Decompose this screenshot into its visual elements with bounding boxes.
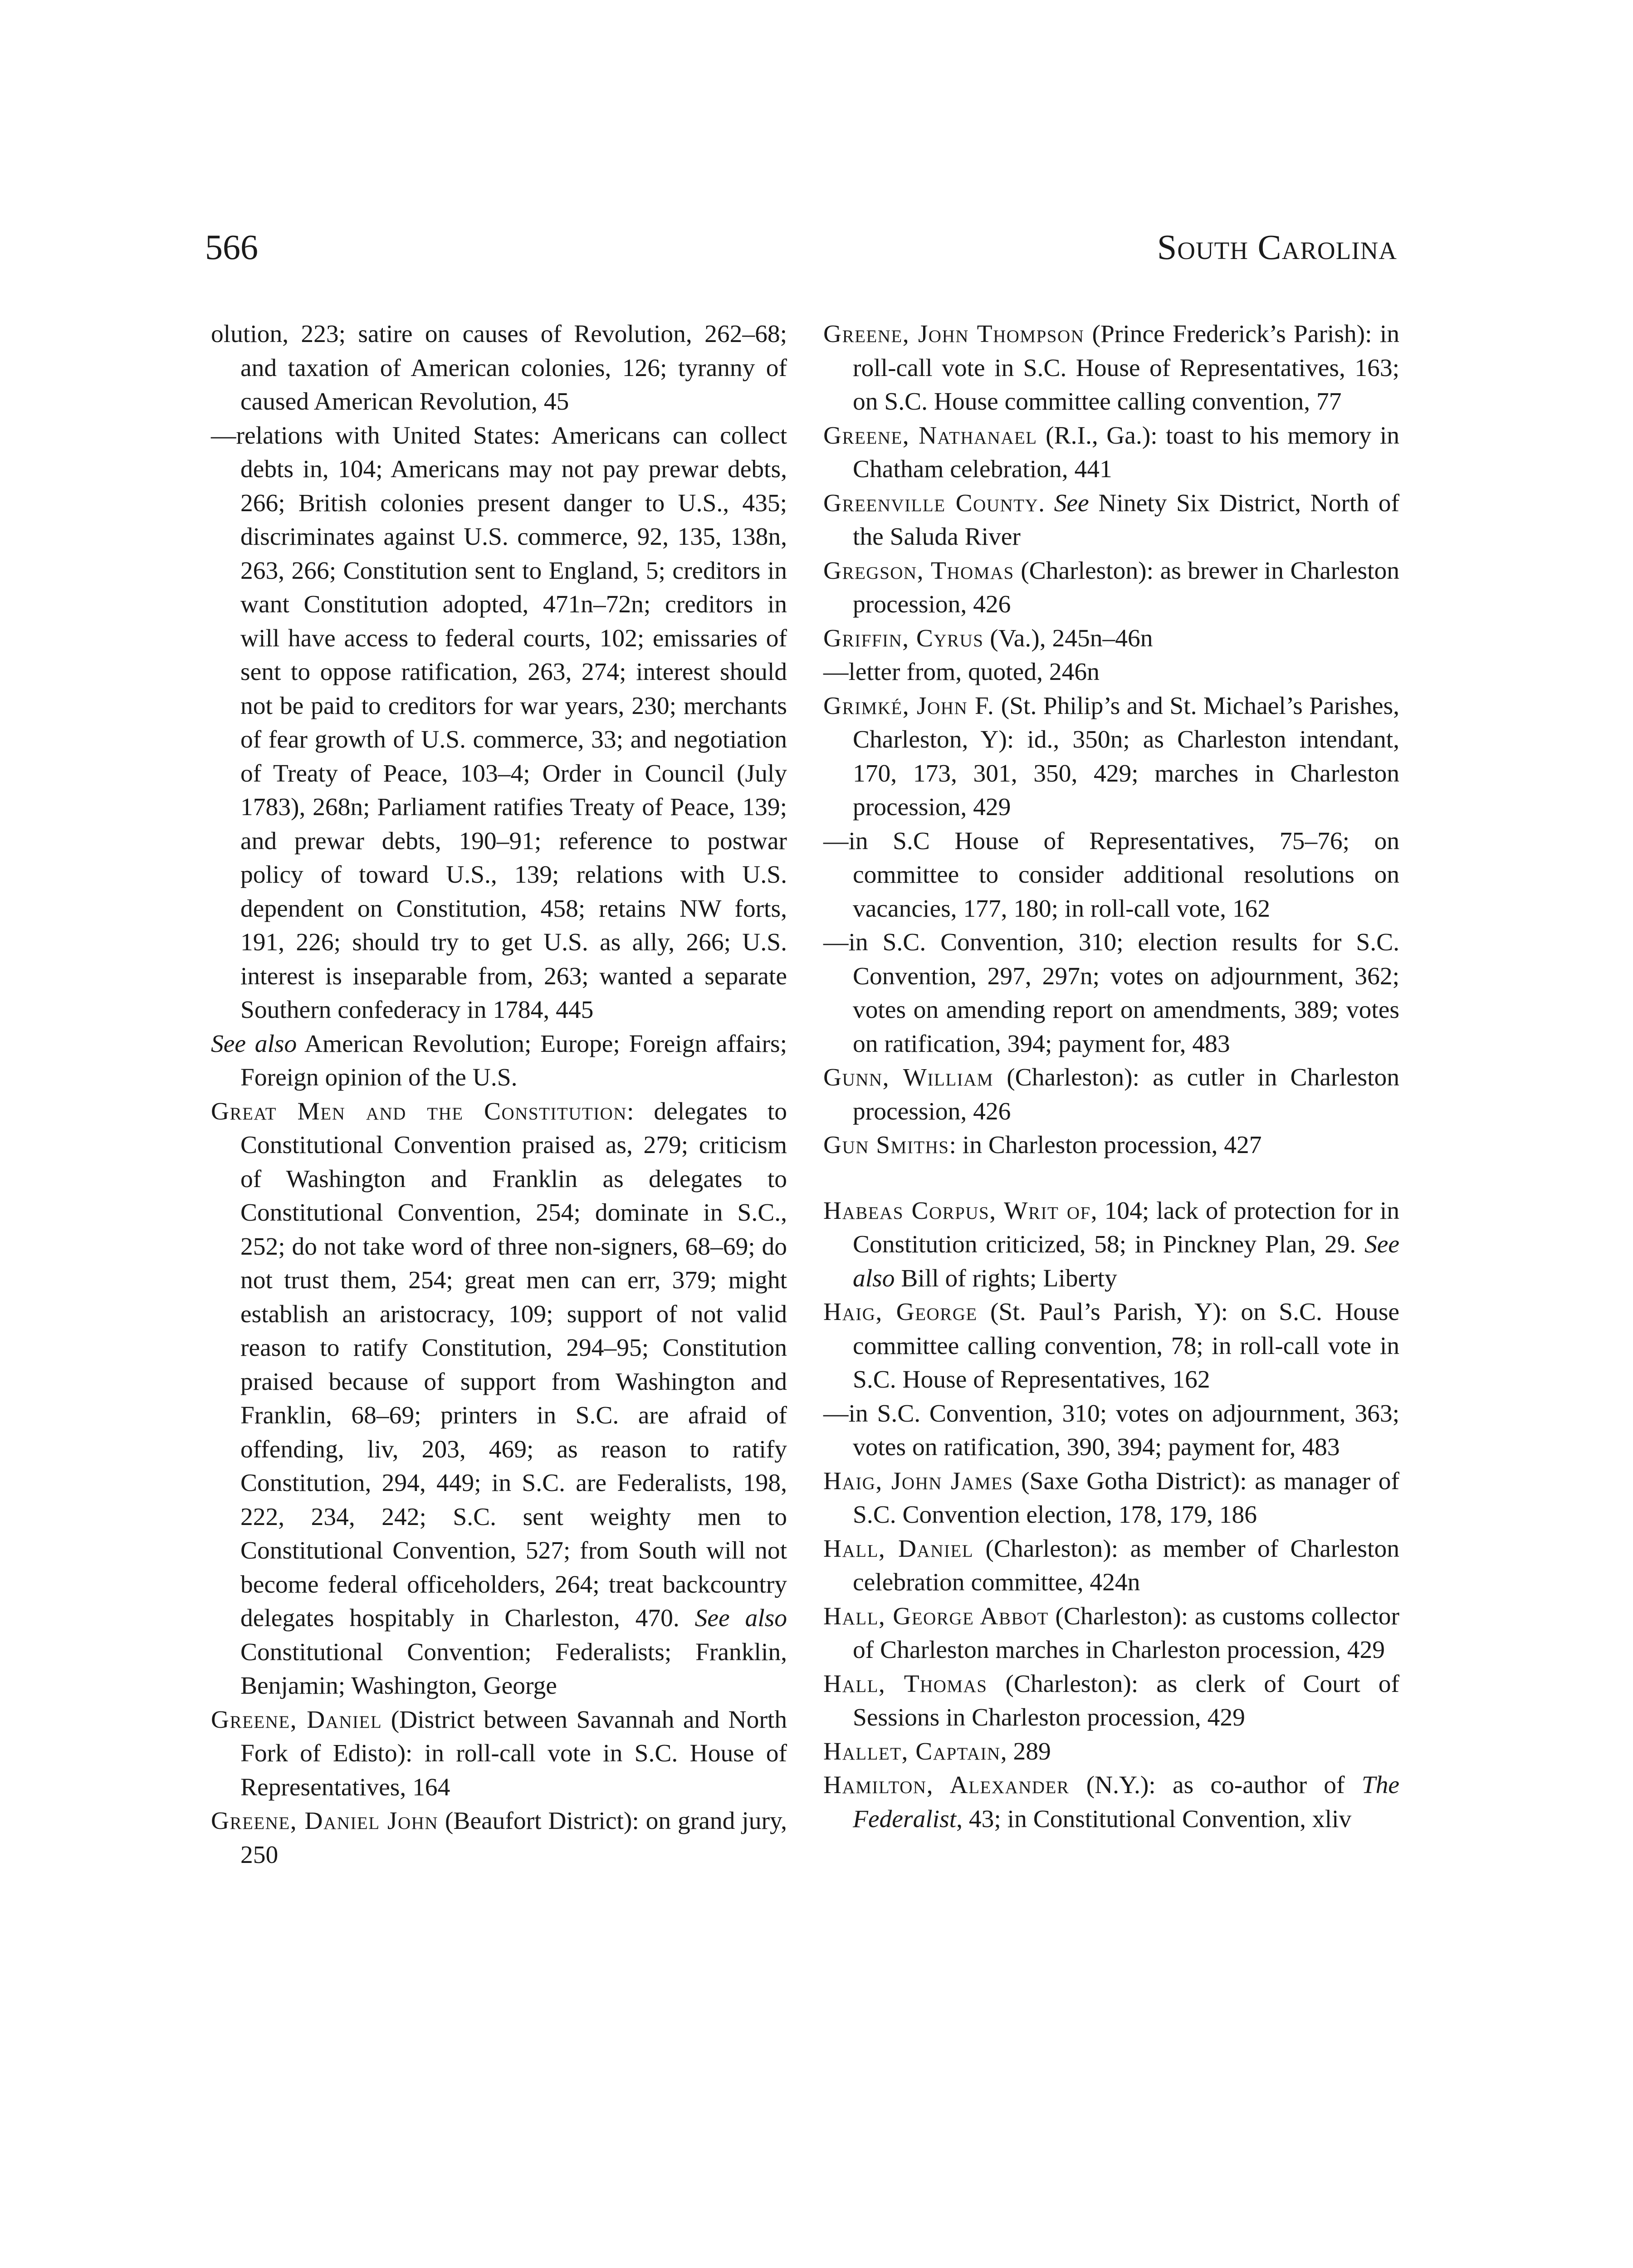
see-text: Ninety Six District, North of the Saluda River [853, 489, 1400, 551]
index-entry [823, 554, 1399, 622]
entry-text: (St. Paul’s Parish, Y): on S.C. House committee calling convention, 78; in roll-call vote in S.C. House of Representatives, 162 [853, 1298, 1400, 1393]
index-entry [823, 689, 1399, 825]
index-entry [823, 318, 1399, 419]
index-entry [823, 1061, 1399, 1129]
entry-heading: Greene, Daniel John [211, 1807, 438, 1835]
index-entry [211, 1703, 787, 1805]
see-label: See [1054, 489, 1089, 517]
index-entry [823, 487, 1399, 554]
index-entry [823, 419, 1399, 487]
entry-text: , 289 [1000, 1737, 1051, 1765]
index-entry [211, 1095, 787, 1703]
entry-text: , 104; lack of protection for in Constitution criticized, 58; in Pinckney Plan, 29. [853, 1197, 1399, 1258]
index-subentry: —letter from, quoted, 246n [823, 658, 1100, 686]
entry-heading: Hall, Daniel [823, 1535, 974, 1563]
index-entry [823, 1735, 1399, 1769]
entry-heading: Haig, George [823, 1298, 978, 1326]
entry-heading: Gun Smiths [823, 1131, 949, 1159]
entry-text: (Charleston): as customs collector of Charleston marches in Charleston procession, 429 [853, 1602, 1399, 1664]
entry-text: (Beaufort District): on grand jury, 250 [240, 1807, 787, 1869]
entry-heading: Gunn, William [823, 1064, 993, 1091]
page-number: 566 [205, 227, 258, 267]
index-subentry: —in S.C House of Representatives, 75–76; on committee to consider additional resolutions on vacancies, 177, 180; in roll-call vote, 162 [823, 827, 1399, 923]
see-also-label: See also [211, 1030, 297, 1058]
index-entry [823, 1129, 1399, 1163]
entry-heading: Greene, Daniel [211, 1706, 382, 1734]
entry-text: (N.Y.): as co-author of [1069, 1771, 1362, 1799]
entry-text: (District between Savannah and North Fork of Edisto): in roll-call vote in S.C. House of Representatives, 164 [240, 1706, 787, 1801]
entry-heading: Greenville County [823, 489, 1039, 517]
index-entry [211, 1804, 787, 1872]
index-entry [823, 622, 1399, 656]
see-also-text: Constitutional Convention; Federalists; Franklin, Benjamin; Washington, George [240, 1638, 787, 1700]
index-column-left [211, 318, 787, 1872]
entry-heading: Hall, George Abbot [823, 1602, 1049, 1630]
index-see-also [211, 1027, 787, 1095]
entry-heading: Hall, Thomas [823, 1670, 988, 1698]
see-also-text: American Revolution; Europe; Foreign affairs; Foreign opinion of the U.S. [240, 1030, 787, 1091]
index-column-right [823, 318, 1399, 1836]
entry-text: (Va.), 245n–46n [983, 624, 1153, 652]
entry-text: (Prince Frederick’s Parish): in roll-call vote in S.C. House of Representatives, 163; on S.C. House committee calling convention, 77 [853, 320, 1399, 415]
see-also-label: See also [694, 1604, 787, 1632]
index-entry [823, 1465, 1399, 1532]
entry-text: . [1038, 489, 1054, 517]
entry-text-continued: , 43; in Constitutional Convention, xliv [956, 1805, 1352, 1833]
entry-text: : in Charleston procession, 427 [949, 1131, 1262, 1159]
entry-heading: Haig, John James [823, 1467, 1013, 1495]
entry-heading: Griffin, Cyrus [823, 624, 984, 652]
index-continuation: olution, 223; satire on causes of Revolution, 262–68; and taxation of American colonies, 126; tyranny of caused American Revolution, 45 [211, 320, 787, 415]
entry-text: : delegates to Constitutional Convention praised as, 279; criticism of Washington and Franklin as delegates to Constitutional Convention, 254; dominate in S.C., 252; do not take word of three non-signers, 68–69; do not trust them, 254; great men can err, 379; might establish an aristocracy, 109; support of not valid reason to ratify Constitution, 294–95; Constitution praised because of support from Washington and Franklin, 68–69; printers in S.C. are afraid of offending, liv, 203, 469; as reason to ratify Constitution, 294, 449; in S.C. are Federalists, 198, 222, 234, 242; S.C. sent weighty men to Constitutional Convention, 527; from South will not become federal officeholders, 264; treat backcountry delegates hospitably in Charleston, 470. [240, 1097, 787, 1632]
entry-text: (Charleston): as cutler in Charleston procession, 426 [853, 1064, 1399, 1125]
entry-heading: Gregson, Thomas [823, 557, 1014, 585]
entry-text: (Charleston): as clerk of Court of Sessions in Charleston procession, 429 [853, 1670, 1399, 1731]
entry-text: (Saxe Gotha District): as manager of S.C. Convention election, 178, 179, 186 [853, 1467, 1399, 1529]
entry-heading: Greene, John Thompson [823, 320, 1085, 348]
running-head [0, 225, 1633, 279]
index-entry [823, 1532, 1399, 1600]
entry-heading: Hamilton, Alexander [823, 1771, 1070, 1799]
entry-text: (Charleston): as brewer in Charleston procession, 426 [853, 557, 1399, 618]
index-subentry: —relations with United States: Americans can collect debts in, 104; Americans may not pay prewar debts, 266; British colonies present danger to U.S., 435; discriminates against U.S. commerce, 92, 135, 138n, 263, 266; Constitution sent to England, 5; creditors in want Constitution adopted, 471n–72n; creditors in will have access to federal courts, 102; emissaries of sent to oppose ratification, 263, 274; interest should not be paid to creditors for war years, 230; merchants of fear growth of U.S. commerce, 33; and negotiation of Treaty of Peace, 103–4; Order in Council (July 1783), 268n; Parliament ratifies Treaty of Peace, 139; and prewar debts, 190–91; reference to postwar policy of toward U.S., 139; relations with U.S. dependent on Constitution, 458; retains NW forts, 191, 226; should try to get U.S. as ally, 266; U.S. interest is inseparable from, 263; wanted a separate Southern confederacy in 1784, 445 [211, 421, 787, 1024]
see-also-label: See also [853, 1231, 1399, 1292]
book-title: The Federalist [853, 1771, 1399, 1833]
index-entry [823, 1600, 1399, 1667]
index-entry [823, 1769, 1399, 1836]
index-subentry: —in S.C. Convention, 310; election results for S.C. Convention, 297, 297n; votes on adjournment, 362; votes on amending report on amendments, 389; votes on ratification, 394; payment for, 483 [823, 929, 1399, 1058]
index-entry [823, 1194, 1399, 1296]
see-also-text: Bill of rights; Liberty [895, 1264, 1117, 1292]
entry-heading: Grimké, John F. [823, 692, 995, 720]
entry-text: (St. Philip’s and St. Michael’s Parishes, Charleston, Y): id., 350n; as Charleston intendant, 170, 173, 301, 350, 429; marches in Charleston procession, 429 [853, 692, 1399, 821]
entry-heading: Great Men and the Constitution [211, 1097, 627, 1125]
index-entry [823, 1295, 1399, 1397]
letter-section-gap [823, 1163, 1399, 1194]
entry-heading: Greene, Nathanael [823, 421, 1037, 450]
index-subentry: —in S.C. Convention, 310; votes on adjournment, 363; votes on ratification, 390, 394; payment for, 483 [823, 1399, 1399, 1461]
entry-text: (R.I., Ga.): toast to his memory in Chatham celebration, 441 [853, 421, 1399, 483]
index-entry [823, 1667, 1399, 1735]
running-title: South Carolina [1157, 227, 1397, 267]
entry-heading: Habeas Corpus, Writ of [823, 1197, 1091, 1225]
entry-text: (Charleston): as member of Charleston celebration committee, 424n [853, 1535, 1399, 1596]
entry-heading: Hallet, Captain [823, 1737, 1001, 1765]
